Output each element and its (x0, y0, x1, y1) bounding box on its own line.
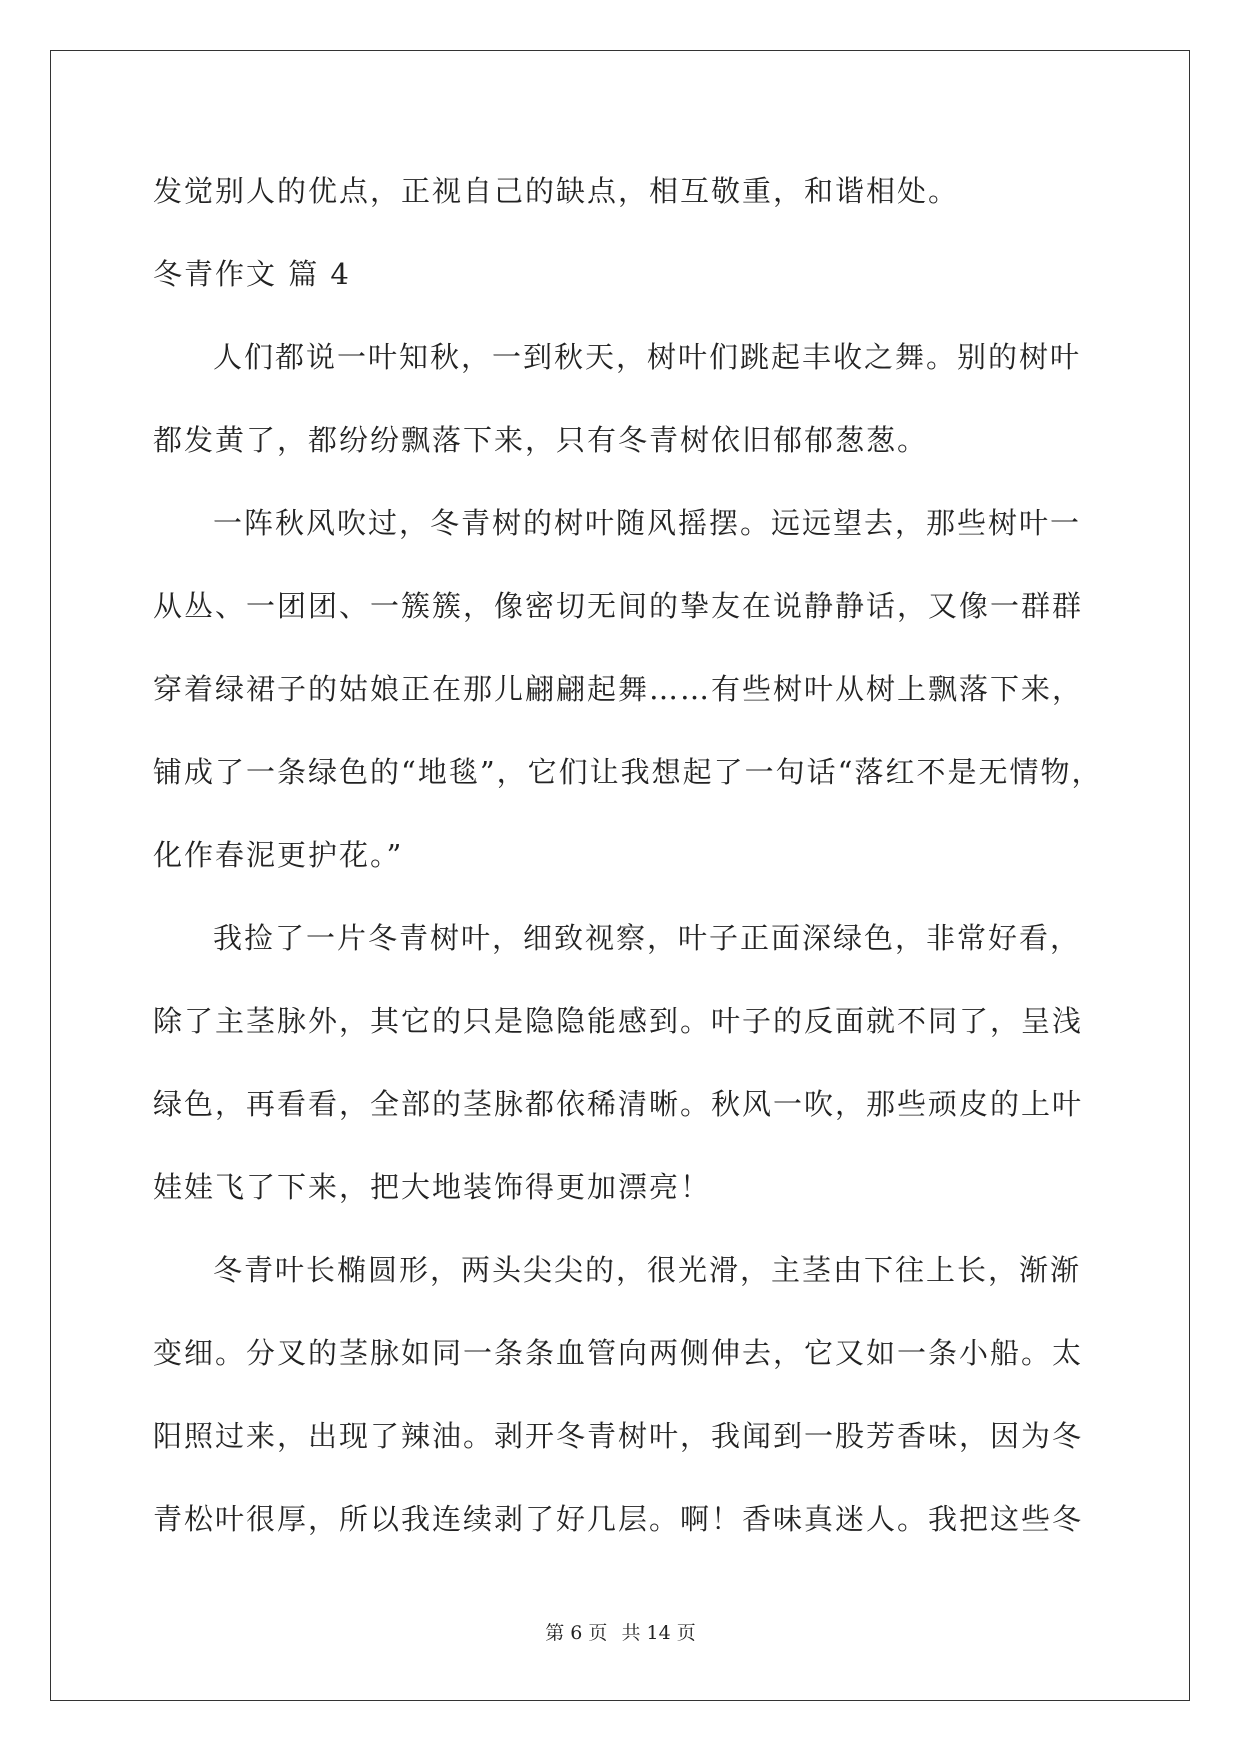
document-body (153, 150, 1103, 1561)
text-line: 阳照过来，出现了辣油。剥开冬青树叶，我闻到一股芳香味，因为冬 (153, 1419, 1084, 1453)
text-line: 青松叶很厚，所以我连续剥了好几层。啊！香味真迷人。我把这些冬 (153, 1502, 1084, 1536)
paragraph-start-line: 冬青叶长椭圆形，两头尖尖的，很光滑，主茎由下往上长，渐渐 (213, 1253, 1082, 1287)
text-line: 穿着绿裙子的姑娘正在那儿翩翩起舞……有些树叶从树上飘落下来， (153, 672, 1084, 706)
paragraph-start-line: 一阵秋风吹过，冬青树的树叶随风摇摆。远远望去，那些树叶一 (213, 506, 1082, 540)
text-line: 绿色，再看看，全部的茎脉都依稀清晰。秋风一吹，那些顽皮的上叶 (153, 1087, 1084, 1121)
text-line: 除了主茎脉外，其它的只是隐隐能感到。叶子的反面就不同了，呈浅 (153, 1004, 1084, 1038)
text-line: 变细。分叉的茎脉如同一条条血管向两侧伸去，它又如一条小船。太 (153, 1336, 1084, 1370)
text-line: 从丛、一团团、一簇簇，像密切无间的挚友在说静静话，又像一群群 (153, 589, 1084, 623)
text-line: 发觉别人的优点，正视自己的缺点，相互敬重，和谐相处。 (153, 174, 960, 208)
paragraph-start-line: 人们都说一叶知秋，一到秋天，树叶们跳起丰收之舞。别的树叶 (213, 340, 1082, 374)
paragraph-start-line: 我捡了一片冬青树叶，细致视察，叶子正面深绿色，非常好看， (213, 921, 1082, 955)
page-footer (0, 1618, 1241, 1645)
page-total: 共 14 页 (621, 1622, 696, 1644)
text-line: 娃娃飞了下来，把大地装饰得更加漂亮！ (153, 1170, 712, 1204)
section-heading: 冬青作文 篇 4 (153, 257, 351, 291)
text-line: 都发黄了，都纷纷飘落下来，只有冬青树依旧郁郁葱葱。 (153, 423, 929, 457)
page-number: 第 6 页 (545, 1622, 608, 1644)
text-line: 化作春泥更护花。” (153, 838, 404, 872)
text-line: 铺成了一条绿色的“地毯”，它们让我想起了一句话“落红不是无情物， (153, 755, 1103, 789)
